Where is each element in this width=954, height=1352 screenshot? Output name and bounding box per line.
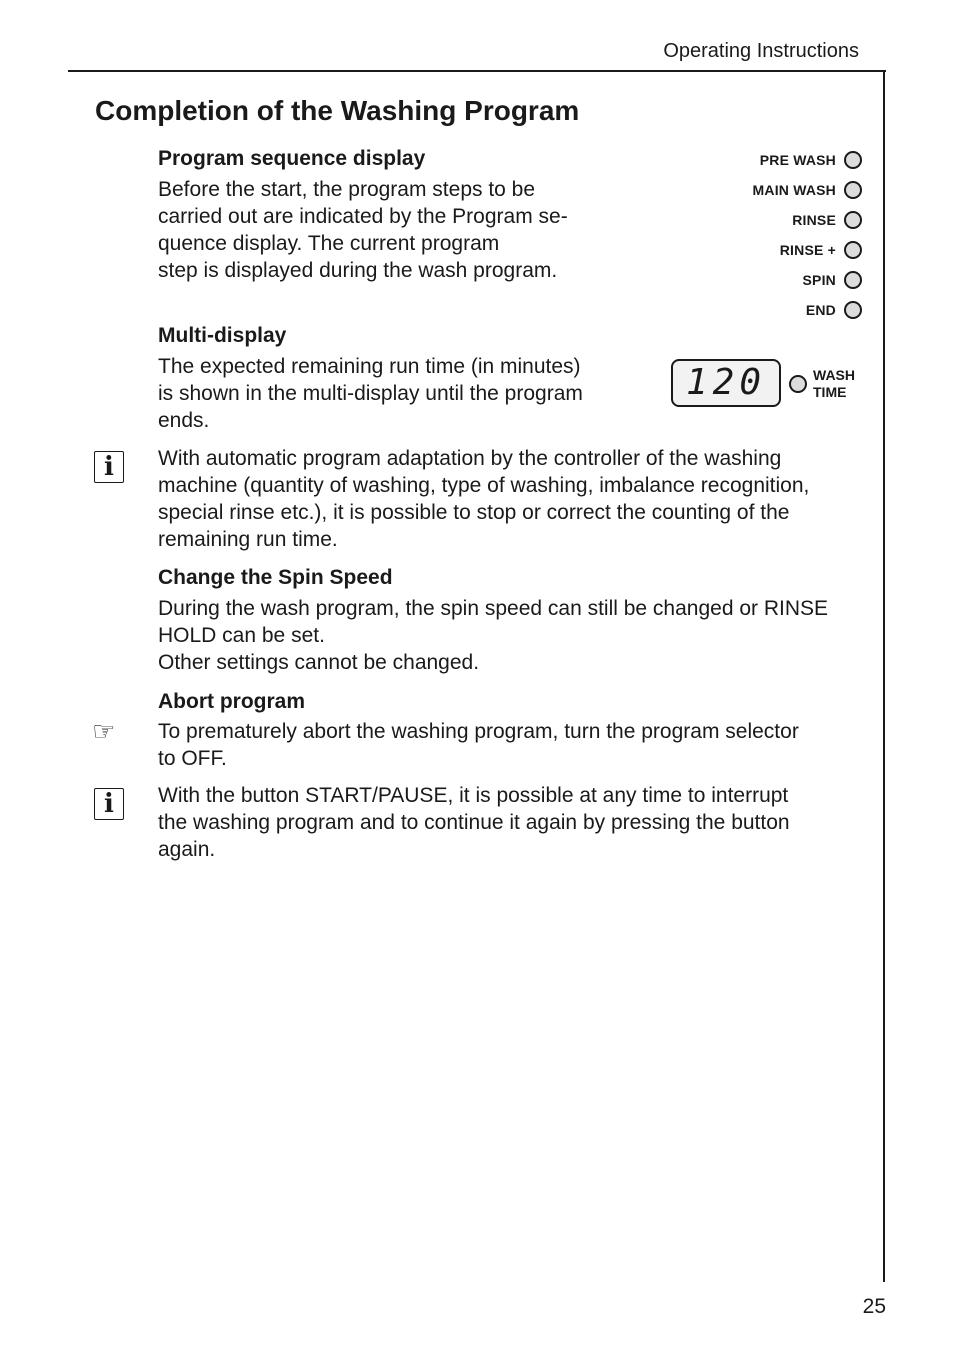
text-line: Before the start, the program steps to be <box>158 178 536 201</box>
text-line: quence display. The current program <box>158 232 500 255</box>
step-label: END <box>805 302 836 318</box>
label-line: WASH <box>813 367 855 383</box>
text-line: is shown in the multi-display until the program <box>158 382 583 405</box>
sequence-step <box>753 178 862 202</box>
abort-text <box>158 718 799 772</box>
sequence-step <box>760 148 862 172</box>
text-line: the washing program and to continue it again by pressing the button <box>158 811 790 834</box>
led-indicator-icon <box>844 151 862 169</box>
spin-speed-heading: Change the Spin Speed <box>158 566 393 589</box>
text-line: again. <box>158 838 216 861</box>
program-sequence-text <box>158 176 568 284</box>
text-line: to OFF. <box>158 747 227 770</box>
info-pause-text <box>158 782 790 863</box>
step-label: SPIN <box>802 272 836 288</box>
led-indicator-icon <box>844 211 862 229</box>
led-indicator-icon <box>844 241 862 259</box>
page-number: 25 <box>862 1295 886 1318</box>
text-line: carried out are indicated by the Program se- <box>158 205 568 228</box>
program-sequence-heading: Program sequence display <box>158 147 426 170</box>
running-header: Operating Instructions <box>663 40 859 62</box>
sequence-step <box>806 298 862 322</box>
multi-display-screen: 120 <box>671 359 781 407</box>
wash-time-led-icon <box>789 375 807 393</box>
pointing-hand-icon: ☞ <box>92 716 116 746</box>
text-line: To prematurely abort the washing program, turn the program selector <box>158 720 799 743</box>
text-line: machine (quantity of washing, type of washing, imbalance recognition, <box>158 474 810 497</box>
text-line: ends. <box>158 409 210 432</box>
page-title: Completion of the Washing Program <box>95 95 580 126</box>
header-rule <box>68 70 886 72</box>
step-label: RINSE <box>792 212 836 228</box>
multi-display-text <box>158 353 583 434</box>
text-line: During the wash program, the spin speed can still be changed or RINSE <box>158 597 829 620</box>
text-line: step is displayed during the wash program. <box>158 259 558 282</box>
led-indicator-icon <box>844 301 862 319</box>
info-adaptation-text <box>158 445 809 553</box>
wash-time-label <box>813 367 855 401</box>
info-icon: i <box>94 788 124 820</box>
spin-speed-text <box>158 595 828 676</box>
text-line: special rinse etc.), it is possible to stop or correct the counting of the <box>158 501 790 524</box>
side-rule <box>883 70 885 1282</box>
text-line: With automatic program adaptation by the controller of the washing <box>158 447 782 470</box>
text-line: The expected remaining run time (in minutes) <box>158 355 581 378</box>
step-label: MAIN WASH <box>752 182 836 198</box>
sequence-step <box>792 208 862 232</box>
led-indicator-icon <box>844 271 862 289</box>
label-line: TIME <box>813 384 847 400</box>
text-line: With the button START/PAUSE, it is possible at any time to interrupt <box>158 784 789 807</box>
multi-display-heading: Multi-display <box>158 324 287 347</box>
led-indicator-icon <box>844 181 862 199</box>
text-line: HOLD can be set. <box>158 624 325 647</box>
step-label: PRE WASH <box>759 152 836 168</box>
text-line: remaining run time. <box>158 528 338 551</box>
sequence-step <box>803 268 862 292</box>
step-label: RINSE + <box>779 242 836 258</box>
abort-heading: Abort program <box>158 690 305 713</box>
info-icon: i <box>94 451 124 483</box>
sequence-step <box>780 238 862 262</box>
text-line: Other settings cannot be changed. <box>158 651 480 674</box>
